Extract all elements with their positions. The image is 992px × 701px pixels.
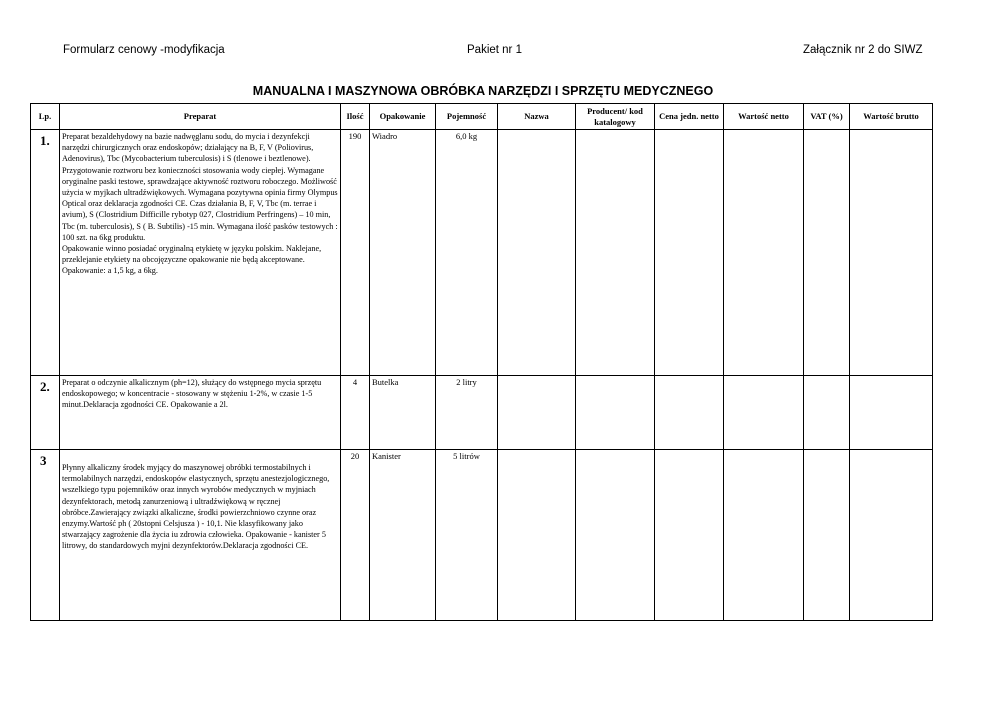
name-input-cell[interactable] <box>498 376 576 450</box>
col-header-producent: Producent/ kod katalogowy <box>576 104 655 130</box>
unit-price-input-cell[interactable] <box>655 450 724 621</box>
product-description: Preparat o odczynie alkalicznym (ph=12), służący do wstępnego mycia sprzętu endoskopowego; w koncentracie - stosowany w stężeniu 1-2%, w czasie 1-5 minut.Deklaracja zgodności CE. Opakowanie a 2l. <box>60 376 341 450</box>
packaging-cell: Kanister <box>370 450 436 621</box>
price-form-table <box>30 103 933 621</box>
table-header-row <box>31 104 933 130</box>
header-package-number: Pakiet nr 1 <box>467 44 522 56</box>
capacity-cell: 6,0 kg <box>436 130 498 376</box>
producer-input-cell[interactable] <box>576 450 655 621</box>
net-value-input-cell[interactable] <box>724 376 804 450</box>
gross-value-input-cell[interactable] <box>850 450 933 621</box>
table-row <box>31 130 933 376</box>
net-value-input-cell[interactable] <box>724 130 804 376</box>
col-header-wartosc-netto: Wartość netto <box>724 104 804 130</box>
col-header-preparat: Preparat <box>60 104 341 130</box>
producer-input-cell[interactable] <box>576 130 655 376</box>
vat-input-cell[interactable] <box>804 376 850 450</box>
name-input-cell[interactable] <box>498 450 576 621</box>
table-row <box>31 450 933 621</box>
product-description: Preparat bezaldehydowy na bazie nadwęglanu sodu, do mycia i dezynfekcji narzędzi chirurgicznych oraz endoskopów; działający na B, F, V (Poliovirus, Adenovirus), Tbc (Mycobacterium tuberculosis) i S (tlenowe i beztlenowe). Przygotowanie roztworu bez konieczności stosowania wody ciepłej. Wymagane oryginalne paski testowe, sprawdzające aktywność roztworu roboczego. Możliwość użycia w myjkach ultradźwiękowych. Wymagana pozytywna opinia firmy Olympus Optical oraz deklaracja zgodności CE. Czas działania B, F, V, Tbc (m. terrae i avium), S (Clostridium Difficille rybotyp 027, Clostridium Perfringens) – 10 min, Tbc (m. tuberculosis), S ( B. Subtilis) -15 min. Wymagana ilość pasków testowych : 100 szt. na 6kg produktu. Opakowanie winno posiadać oryginalną etykietę w języku polskim. Naklejane, przeklejanie etykiety na obcojęzyczne opakowanie nie będą akceptowane. Opakowanie: a 1,5 kg, a 6kg. <box>60 130 341 376</box>
col-header-vat: VAT (%) <box>804 104 850 130</box>
packaging-cell: Wiadro <box>370 130 436 376</box>
col-header-cena: Cena jedn. netto <box>655 104 724 130</box>
unit-price-input-cell[interactable] <box>655 376 724 450</box>
net-value-input-cell[interactable] <box>724 450 804 621</box>
gross-value-input-cell[interactable] <box>850 376 933 450</box>
quantity-cell: 190 <box>341 130 370 376</box>
col-header-wartosc-brutto: Wartość brutto <box>850 104 933 130</box>
col-header-ilosc: Ilość <box>341 104 370 130</box>
header-attachment-number: Załącznik nr 2 do SIWZ <box>803 44 923 56</box>
col-header-pojemnosc: Pojemność <box>436 104 498 130</box>
col-header-opakowanie: Opakowanie <box>370 104 436 130</box>
capacity-cell: 2 litry <box>436 376 498 450</box>
vat-input-cell[interactable] <box>804 130 850 376</box>
col-header-nazwa: Nazwa <box>498 104 576 130</box>
document-title: MANUALNA I MASZYNOWA OBRÓBKA NARZĘDZI I SPRZĘTU MEDYCZNEGO <box>252 84 714 98</box>
packaging-cell: Butelka <box>370 376 436 450</box>
vat-input-cell[interactable] <box>804 450 850 621</box>
table-row <box>31 376 933 450</box>
product-description: Płynny alkaliczny środek myjący do maszynowej obróbki termostabilnych i termolabilnych narzędzi, endoskopów elastycznych, sprzętu anestezjologicznego, wszelkiego typu pojemników oraz innych wyrobów medycznych w myjniach dezynfektorach, metodą zanurzeniową i ultradźwiękową w ręcznej obróbce.Zawierający związki alkaliczne, środki powierzchniowo czynne oraz enzymy.Wartość ph ( 20stopni Celsjusza ) - 10,1. Nie klasyfikowany jako stwarzający zagrożenie dla życia iu zdrowia człowieka. Opakowanie - kanister 5 litrowy, do standardowych myjni dezynfektorów.Deklaracja zgodności CE. <box>60 450 341 621</box>
producer-input-cell[interactable] <box>576 376 655 450</box>
name-input-cell[interactable] <box>498 130 576 376</box>
header-form-title: Formularz cenowy -modyfikacja <box>63 44 225 56</box>
unit-price-input-cell[interactable] <box>655 130 724 376</box>
gross-value-input-cell[interactable] <box>850 130 933 376</box>
capacity-cell: 5 litrów <box>436 450 498 621</box>
col-header-lp: Lp. <box>31 104 60 130</box>
quantity-cell: 20 <box>341 450 370 621</box>
row-number: 1. <box>31 130 60 376</box>
quantity-cell: 4 <box>341 376 370 450</box>
row-number: 3 <box>31 450 60 621</box>
row-number: 2. <box>31 376 60 450</box>
